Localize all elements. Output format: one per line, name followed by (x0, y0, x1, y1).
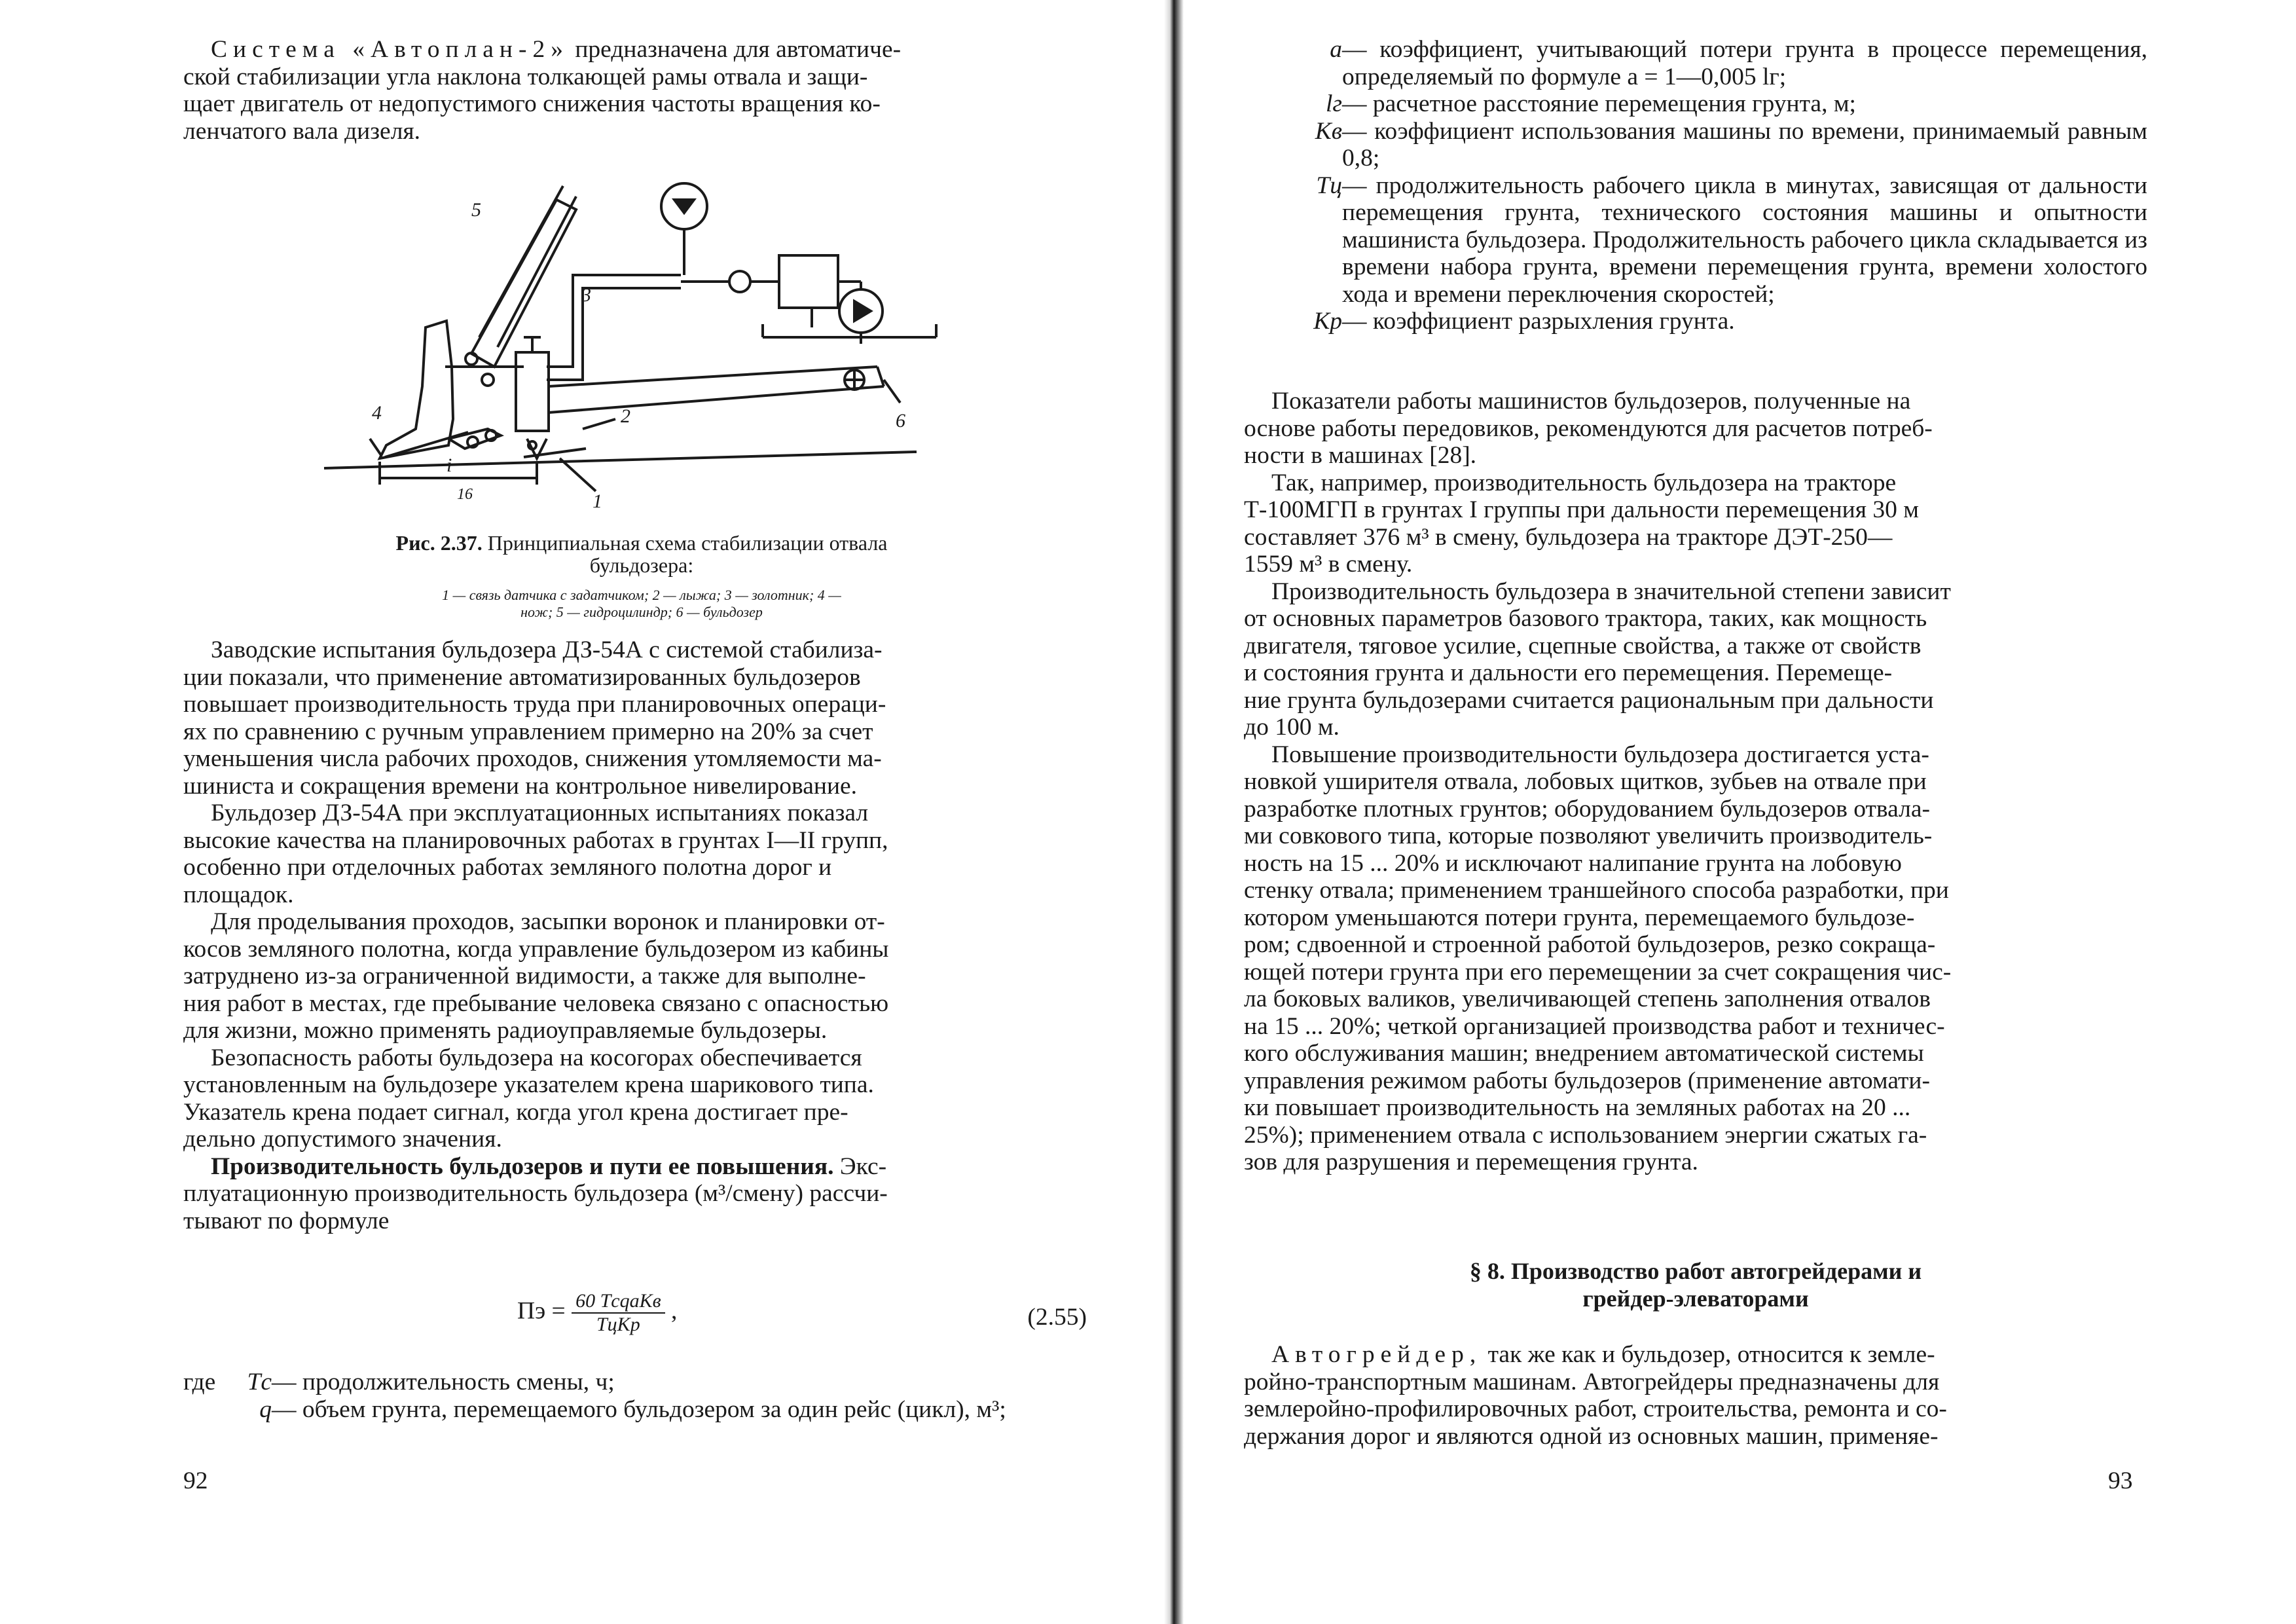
definition-symbol: Kр (1313, 308, 1342, 335)
figure-caption (288, 532, 995, 576)
text-line: кого обслуживания машин; внедрением автоматической системы (1244, 1040, 1924, 1067)
paragraph-radio-controlled (183, 908, 1087, 1044)
definition-symbol: Tц (1316, 172, 1342, 199)
definition-text: — расчетное расстояние перемещения грунта, м; (1342, 90, 1856, 117)
text-line: косов земляного полотна, когда управление бульдозером из кабины (183, 935, 889, 963)
text-line: для жизни, можно применять радиоуправляемые бульдозеры. (183, 1017, 828, 1044)
text-line: ки повышает производительность на земляных работах на 20 ... (1244, 1094, 1911, 1121)
figure-dimension-subscript: 16 (457, 486, 473, 503)
text-line: держания дорог и являются одной из основных машин, применяе- (1244, 1422, 1939, 1450)
definition-symbol: Tс (247, 1369, 272, 1395)
text-line: на 15 ... 20%; четкой организацией производства работ и техничес- (1244, 1012, 1945, 1040)
definition-row (1296, 90, 2147, 118)
paragraph-safety (183, 1044, 1087, 1153)
figure-label-2: 2 (621, 405, 630, 427)
text-line: Показатели работы машинистов бульдозеров, полученные на (1271, 388, 1911, 415)
text-line: Производительность бульдозера в значительной степени зависит (1271, 578, 1951, 605)
figure-dimension-label: i (446, 454, 452, 476)
text-line: ющей потери грунта при его перемещении за счет сокращения чис- (1244, 958, 1952, 986)
text-line: Т-100МГП в грунтах I группы при дальности перемещения 30 м (1244, 496, 1919, 523)
formula-numerator: 60 TсqaKв (572, 1290, 665, 1314)
figure-label-1: 1 (592, 490, 602, 511)
text-line: высокие качества на планировочных работах в грунтах I—II групп, (183, 826, 888, 854)
text-line: основе работы передовиков, рекомендуются для расчетов потреб- (1244, 415, 1933, 442)
paragraph-operational-tests (183, 800, 1087, 908)
definition-symbol: q (259, 1395, 272, 1423)
definition-text: — коэффициент, учитывающий потери грунта в процессе перемещения, определяемый по формуле a = 1—0,005 lг; (1342, 36, 2147, 90)
text-line: Для проделывания проходов, засыпки воронок и планировки от- (211, 908, 885, 935)
text-line: особенно при отделочных работах земляного полотна дорог и (183, 854, 832, 881)
text-line: котором уменьшаются потери грунта, перемещаемого бульдозе- (1244, 904, 1915, 931)
figure-label-3: 3 (581, 284, 591, 306)
definition-symbol: a (1330, 36, 1342, 63)
left-body-text (183, 637, 1087, 1234)
text-line: площадок. (183, 881, 294, 908)
definition-symbol: lг (1325, 90, 1342, 117)
text-line: двигателя, тяговое усилие, сцепные свойства, а также от свойств (1244, 632, 1922, 659)
intro-line-2: ской стабилизации угла наклона толкающей рамы отвала и защи- (183, 63, 868, 90)
figure-legend-line-2: нож; 5 — гидроцилиндр; 6 — бульдозер (520, 604, 763, 620)
paragraph-improvement (1244, 741, 2147, 1176)
figure-label-6: 6 (896, 410, 905, 432)
right-definitions (1296, 36, 2147, 335)
definition-row (1296, 36, 2147, 90)
autograder-term: Автогрейдер, (1271, 1341, 1482, 1368)
definition-symbol: Kв (1315, 117, 1342, 145)
definition-text: — коэффициент использования машины по времени, принимаемый равным 0,8; (1342, 117, 2147, 172)
text-line: Бульдозер ДЗ-54А при эксплуатационных испытаниях показал (211, 800, 869, 826)
figure-legend (288, 587, 995, 621)
paragraph-productivity (183, 1153, 1087, 1235)
definition-text: — объем грунта, перемещаемого бульдозером за один рейс (цикл), м³; (272, 1395, 1006, 1423)
text-line: затруднено из-за ограниченной видимости, а также для выполне- (183, 963, 866, 989)
intro-line-3: щает двигатель от недопустимого снижения частоты вращения ко- (183, 90, 881, 117)
productivity-heading: Производительность бульдозеров и пути ее повышения. (211, 1153, 834, 1180)
text-line: землеройно-профилировочных работ, строительства, ремонта и со- (1244, 1395, 1947, 1422)
intro-line-4: ленчатого вала дизеля. (183, 117, 421, 145)
formula-comma: , (671, 1297, 678, 1325)
text-line: ность на 15 ... 20% и исключают налипание грунта на лобовую (1244, 849, 1902, 877)
intro-line-1 (183, 36, 1087, 64)
text-line: плуатационную производительность бульдозера (м³/смену) рассчи- (183, 1180, 888, 1207)
definition-row (1296, 118, 2147, 172)
figure-number: Рис. 2.37. (395, 531, 483, 555)
text-line: повышает производительность труда при планировочных операци- (183, 691, 886, 718)
formula-denominator: TцKр (596, 1314, 640, 1335)
text-line: ности в машинах [28]. (1244, 442, 1477, 469)
text-line: до 100 м. (1244, 714, 1339, 741)
paragraph-autograder (1244, 1341, 2147, 1450)
definition-row (1296, 308, 2147, 335)
text-line: ции показали, что применение автоматизированных бульдозеров (183, 663, 861, 691)
paragraph-operator-indicators (1244, 388, 2147, 470)
definition-row (183, 1369, 1087, 1396)
text-line: ние грунта бульдозерами считается рациональным при дальности (1244, 686, 1934, 714)
figure-label-4: 4 (372, 402, 382, 424)
text-line: и состояния грунта и дальности его перемещения. Перемеще- (1244, 659, 1893, 686)
text-line: установленным на бульдозере указателем крена шарикового типа. (183, 1071, 874, 1098)
text-line: Экс- (833, 1153, 887, 1180)
text-line: управления режимом работы бульдозеров (применение автомати- (1244, 1067, 1930, 1094)
text-line: составляет 376 м³ в смену, бульдозера на тракторе ДЭТ-250— (1244, 523, 1893, 551)
section-heading-line-2: грейдер-элеваторами (1582, 1285, 1809, 1312)
formula-number: (2.55) (1027, 1304, 1087, 1331)
text-line: ройно-транспортным машинам. Автогрейдеры предназначены для (1244, 1368, 1940, 1395)
text-line: Безопасность работы бульдозера на косогорах обеспечивается (211, 1044, 862, 1071)
definition-row (1296, 172, 2147, 308)
formula-fraction (572, 1290, 665, 1336)
page-number-left: 92 (183, 1467, 208, 1494)
text-line: от основных параметров базового трактора, таких, как мощность (1244, 605, 1927, 632)
where-word: где (183, 1369, 216, 1395)
text-line: 25%); применением отвала с использованием энергии сжатых га- (1244, 1121, 1927, 1149)
text-line: ла боковых валиков, увеличивающей степень заполнения отвалов (1244, 986, 1931, 1012)
intro-paragraph (183, 36, 1087, 145)
paragraph-example (1244, 470, 2147, 578)
paragraph-dependence (1244, 578, 2147, 741)
section-heading (1244, 1257, 2147, 1312)
formula-lhs: Пэ = (517, 1297, 566, 1325)
text-line: тывают по формуле (183, 1207, 390, 1234)
left-definitions (183, 1369, 1087, 1423)
definition-text: — продолжительность рабочего цикла в минутах, зависящая от дальности перемещения грунта, технического состояния машины и опытности машиниста бульдозера. Продолжительность рабочего цикла складывается из времени набора грунта, времени перемещения грунта, времени холостого хода и времени переключения скоростей; (1342, 172, 2147, 308)
text-line: Указатель крена подает сигнал, когда угол крена достигает пре- (183, 1098, 848, 1126)
figure-bulldozer-stabilization-diagram (308, 170, 975, 511)
text-line: 1559 м³ в смену. (1244, 551, 1413, 578)
figure-label-5: 5 (471, 199, 481, 221)
text-line: разработке плотных грунтов; оборудованием бульдозеров отвала- (1244, 795, 1930, 822)
formula-2-55 (517, 1290, 1087, 1336)
text-line: Так, например, производительность бульдозера на тракторе (1271, 469, 1897, 496)
text-line: стенку отвала; применением траншейного способа разработки, при (1244, 877, 1949, 904)
definition-text: — продолжительность смены, ч; (272, 1369, 615, 1395)
system-name: Система «Автоплан-2» (211, 36, 569, 63)
text-line: Повышение производительности бульдозера достигается уста- (1271, 741, 1929, 768)
text-line: новкой уширителя отвала, лобовых щитков, зубьев на отвале при (1244, 768, 1927, 795)
text-line: ния работ в местах, где пребывание человека связано с опасностью (183, 989, 889, 1017)
figure-caption-text: Принципиальная схема стабилизации отвала (482, 531, 888, 555)
text-line: дельно допустимого значения. (183, 1126, 502, 1153)
right-page (1178, 0, 2296, 1624)
text-line: ром; сдвоенной и строенной работой бульдозеров, резко сокраща- (1244, 931, 1936, 958)
definition-row (183, 1396, 1087, 1424)
intro-line-1-rest: предназначена для автоматиче- (568, 36, 902, 63)
text-line: ях по сравнению с ручным управлением примерно на 20% за счет (183, 718, 873, 745)
text-line: так же как и бульдозер, относится к земле- (1482, 1341, 1935, 1368)
text-line: уменьшения числа рабочих проходов, снижения утомляемости ма- (183, 745, 882, 772)
figure-caption-line-2: бульдозера: (589, 553, 694, 577)
figure-legend-line-1: 1 — связь датчика с задатчиком; 2 — лыжа; 3 — золотник; 4 — (442, 587, 841, 603)
paragraph-factory-tests (183, 637, 1087, 800)
definition-text: — коэффициент разрыхления грунта. (1342, 308, 1735, 335)
right-body-text (1244, 388, 2147, 1176)
text-line: Заводские испытания бульдозера ДЗ-54А с системой стабилиза- (211, 637, 883, 663)
page-number-right: 93 (2108, 1467, 2133, 1494)
text-line: зов для разрушения и перемещения грунта. (1244, 1149, 1698, 1175)
text-line: шиниста и сокращения времени на контрольное нивелирование. (183, 772, 858, 800)
text-line: ми совкового типа, которые позволяют увеличить производитель- (1244, 822, 1933, 849)
section-heading-line-1: § 8. Производство работ автогрейдерами и (1469, 1258, 1922, 1284)
